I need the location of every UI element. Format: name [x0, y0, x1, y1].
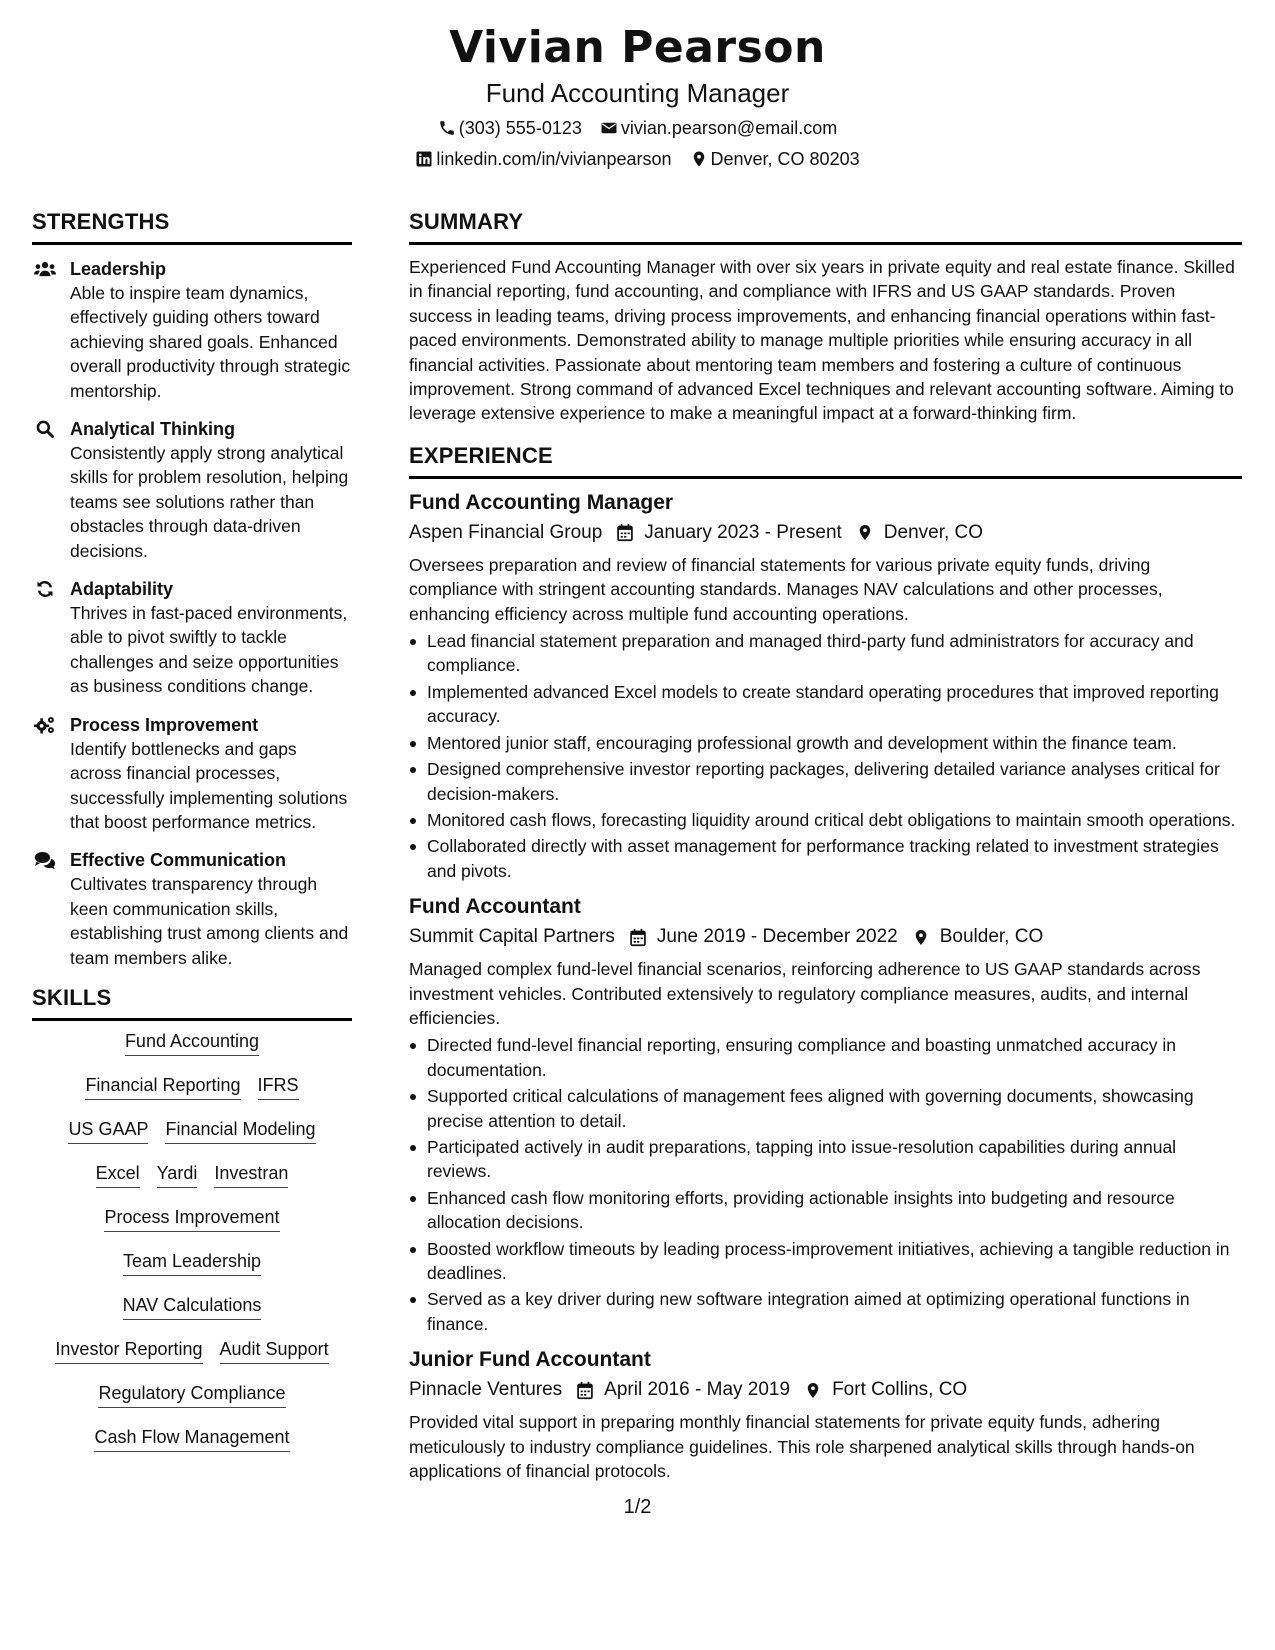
job-title: Fund Accounting Manager	[409, 490, 674, 514]
job-location: Boulder, CO	[939, 926, 1044, 948]
job-company: Pinnacle Ventures	[409, 1379, 563, 1401]
map-pin-icon	[912, 928, 930, 947]
contact-row-1	[0, 117, 1275, 139]
skill-row	[32, 1117, 352, 1144]
phone-icon	[438, 119, 456, 137]
contact-row-2	[0, 148, 1275, 170]
skill-tag: Regulatory Compliance	[98, 1381, 285, 1408]
location-text: Denver, CO 80203	[710, 149, 860, 169]
experience-heading: EXPERIENCE	[409, 442, 1242, 479]
skill-row	[32, 1205, 352, 1232]
candidate-title: Fund Accounting Manager	[485, 78, 790, 108]
job-description: Managed complex fund-level financial scenarios, reinforcing adherence to US GAAP standards across investment vehicles. Contributed extensively to regulatory compliance measures, audits, and internal efficiencies.	[409, 959, 1201, 1028]
job-company: Summit Capital Partners	[409, 926, 615, 948]
strength-desc: Able to inspire team dynamics, effectively guiding others toward achieving shared goals. Enhanced overall productivity through strategic mentorship.	[70, 283, 351, 401]
strength-desc: Thrives in fast-paced environments, able to pivot swiftly to tackle challenges and seize opportunities as business conditions change.	[70, 603, 348, 697]
linkedin-text[interactable]: linkedin.com/in/vivianpearson	[436, 149, 672, 169]
job-entry	[409, 489, 1242, 883]
job-dates: April 2016 - May 2019	[604, 1379, 791, 1401]
skills-list	[32, 1029, 352, 1452]
cogs-icon	[34, 715, 56, 735]
resume-header	[0, 18, 1275, 170]
strength-item	[32, 257, 352, 403]
strengths-list	[32, 257, 352, 970]
skill-row	[32, 1029, 352, 1056]
job-location: Denver, CO	[883, 521, 984, 543]
job-bullet: Mentored junior staff, encouraging professional growth and development within the finance team.	[409, 731, 1242, 755]
strength-desc: Consistently apply strong analytical skills for problem resolution, helping teams see solutions rather than obstacles through data-driven decisions.	[70, 443, 349, 561]
job-bullets	[409, 629, 1242, 883]
email-text[interactable]: vivian.pearson@email.com	[620, 118, 838, 138]
skill-tag: Fund Accounting	[125, 1029, 259, 1056]
phone-item	[438, 117, 582, 139]
linkedin-item[interactable]	[415, 148, 671, 170]
map-pin-icon	[856, 523, 874, 542]
skill-tag: Team Leadership	[123, 1249, 261, 1276]
strength-item	[32, 713, 352, 835]
skills-heading: SKILLS	[32, 984, 352, 1021]
search-icon	[34, 419, 56, 439]
summary-text: Experienced Fund Accounting Manager with over six years in private equity and real estate finance. Skilled in financial reporting, fund accounting, and compliance with IFRS and US GAAP standards. Proven success in leading teams, driving process improvements, and enhancing financial operations within fast-paced environments. Demonstrated ability to manage multiple priorities while ensuring accuracy in all financial activities. Passionate about mentoring team members and fostering a culture of continuous improvement. Strong command of advanced Excel techniques and relevant accounting software. Aiming to leverage extensive experience to make a meaningful impact at a forward-thinking firm.	[409, 257, 1235, 424]
skill-tag: Excel	[96, 1161, 140, 1188]
job-bullet: Supported critical calculations of management fees aligned with governing documents, showcasing precise attention to detail.	[409, 1084, 1242, 1133]
strength-name: Process Improvement	[70, 714, 259, 735]
strength-item	[32, 577, 352, 699]
skill-tag: Audit Support	[220, 1337, 329, 1364]
job-meta	[409, 924, 1242, 950]
skill-tag: Yardi	[157, 1161, 198, 1188]
job-bullet: Implemented advanced Excel models to create standard operating procedures that improved reporting accuracy.	[409, 680, 1242, 729]
skill-row	[32, 1073, 352, 1100]
skill-tag: Investran	[214, 1161, 288, 1188]
job-bullet: Lead financial statement preparation and managed third-party fund administrators for accuracy and compliance.	[409, 629, 1242, 678]
strength-item	[32, 848, 352, 970]
skill-tag: Process Improvement	[104, 1205, 279, 1232]
skill-row	[32, 1381, 352, 1408]
phone-text: (303) 555-0123	[458, 118, 582, 138]
strength-desc: Identify bottlenecks and gaps across financial processes, successfully implementing solutions that boost performance metrics.	[70, 738, 348, 832]
skill-row	[32, 1425, 352, 1452]
skill-tag: IFRS	[258, 1073, 299, 1100]
calendar-icon	[629, 928, 647, 947]
strength-name: Adaptability	[70, 579, 174, 600]
skill-row	[32, 1161, 352, 1188]
skill-tag: US GAAP	[68, 1117, 148, 1144]
skill-tag: Financial Reporting	[85, 1073, 240, 1100]
strength-name: Leadership	[70, 259, 167, 279]
job-title: Junior Fund Accountant	[409, 1348, 651, 1372]
job-company: Aspen Financial Group	[409, 521, 603, 543]
job-bullet: Served as a key driver during new software integration aimed at optimizing operational functions in finance.	[409, 1287, 1242, 1336]
job-bullet: Enhanced cash flow monitoring efforts, providing actionable insights into budgeting and resource allocation decisions.	[409, 1186, 1242, 1235]
strength-name: Effective Communication	[70, 850, 287, 871]
job-description: Oversees preparation and review of financial statements for various private equity funds, driving compliance with stringent accounting standards. Manages NAV calculations and other processes, enhancing efficiency across multiple fund accounting operations.	[409, 554, 1163, 624]
skill-row	[32, 1249, 352, 1276]
skill-row	[32, 1337, 352, 1364]
right-column	[409, 208, 1242, 1483]
users-icon	[34, 259, 56, 279]
job-bullet: Monitored cash flows, forecasting liquidity around critical debt obligations to maintain smooth operations.	[409, 808, 1242, 832]
linkedin-icon	[415, 150, 433, 168]
job-bullet: Designed comprehensive investor reporting packages, delivering detailed variance analyses critical for decision-makers.	[409, 757, 1242, 806]
skill-row	[32, 1293, 352, 1320]
skill-tag: NAV Calculations	[123, 1293, 262, 1320]
skill-tag: Cash Flow Management	[94, 1425, 289, 1452]
job-bullet: Collaborated directly with asset management for performance tracking related to investment strategies and pivots.	[409, 834, 1242, 883]
skill-tag: Investor Reporting	[55, 1337, 202, 1364]
strength-name: Analytical Thinking	[70, 419, 236, 440]
job-bullets	[409, 1033, 1242, 1336]
job-bullet: Participated actively in audit preparations, tapping into issue-resolution capabilities during annual reviews.	[409, 1135, 1242, 1184]
job-meta	[409, 1377, 1242, 1403]
job-meta	[409, 520, 1242, 546]
strength-item	[32, 417, 352, 563]
sync-icon	[34, 579, 56, 599]
map-pin-icon	[690, 150, 708, 168]
job-entry	[409, 1346, 1242, 1483]
job-bullet: Directed fund-level financial reporting, ensuring compliance and boasting unmatched accuracy in documentation.	[409, 1033, 1242, 1082]
page-number: 1/2	[623, 1496, 652, 1518]
summary-heading: SUMMARY	[409, 208, 1242, 245]
envelope-icon	[600, 119, 618, 137]
email-item[interactable]	[600, 117, 837, 139]
left-column	[32, 208, 352, 1469]
job-entry	[409, 893, 1242, 1336]
job-description: Provided vital support in preparing monthly financial statements for private equity funds, adhering meticulously to industry compliance guidelines. This role sharpened analytical skills through hands-on applications of financial protocols.	[409, 1412, 1195, 1482]
strengths-heading: STRENGTHS	[32, 208, 352, 245]
job-dates: January 2023 - Present	[644, 521, 842, 543]
calendar-icon	[576, 1381, 594, 1400]
skill-tag: Financial Modeling	[165, 1117, 315, 1144]
map-pin-icon	[804, 1381, 822, 1400]
location-item	[690, 148, 860, 170]
job-location: Fort Collins, CO	[832, 1379, 968, 1401]
calendar-icon	[616, 523, 634, 542]
job-bullet: Boosted workflow timeouts by leading process-improvement initiatives, achieving a tangible reduction in deadlines.	[409, 1237, 1242, 1286]
job-dates: June 2019 - December 2022	[656, 926, 898, 948]
candidate-name: Vivian Pearson	[449, 22, 826, 73]
strength-desc: Cultivates transparency through keen communication skills, establishing trust among clients and team members alike.	[70, 874, 349, 968]
job-title: Fund Accountant	[409, 895, 581, 919]
comments-icon	[34, 850, 56, 870]
